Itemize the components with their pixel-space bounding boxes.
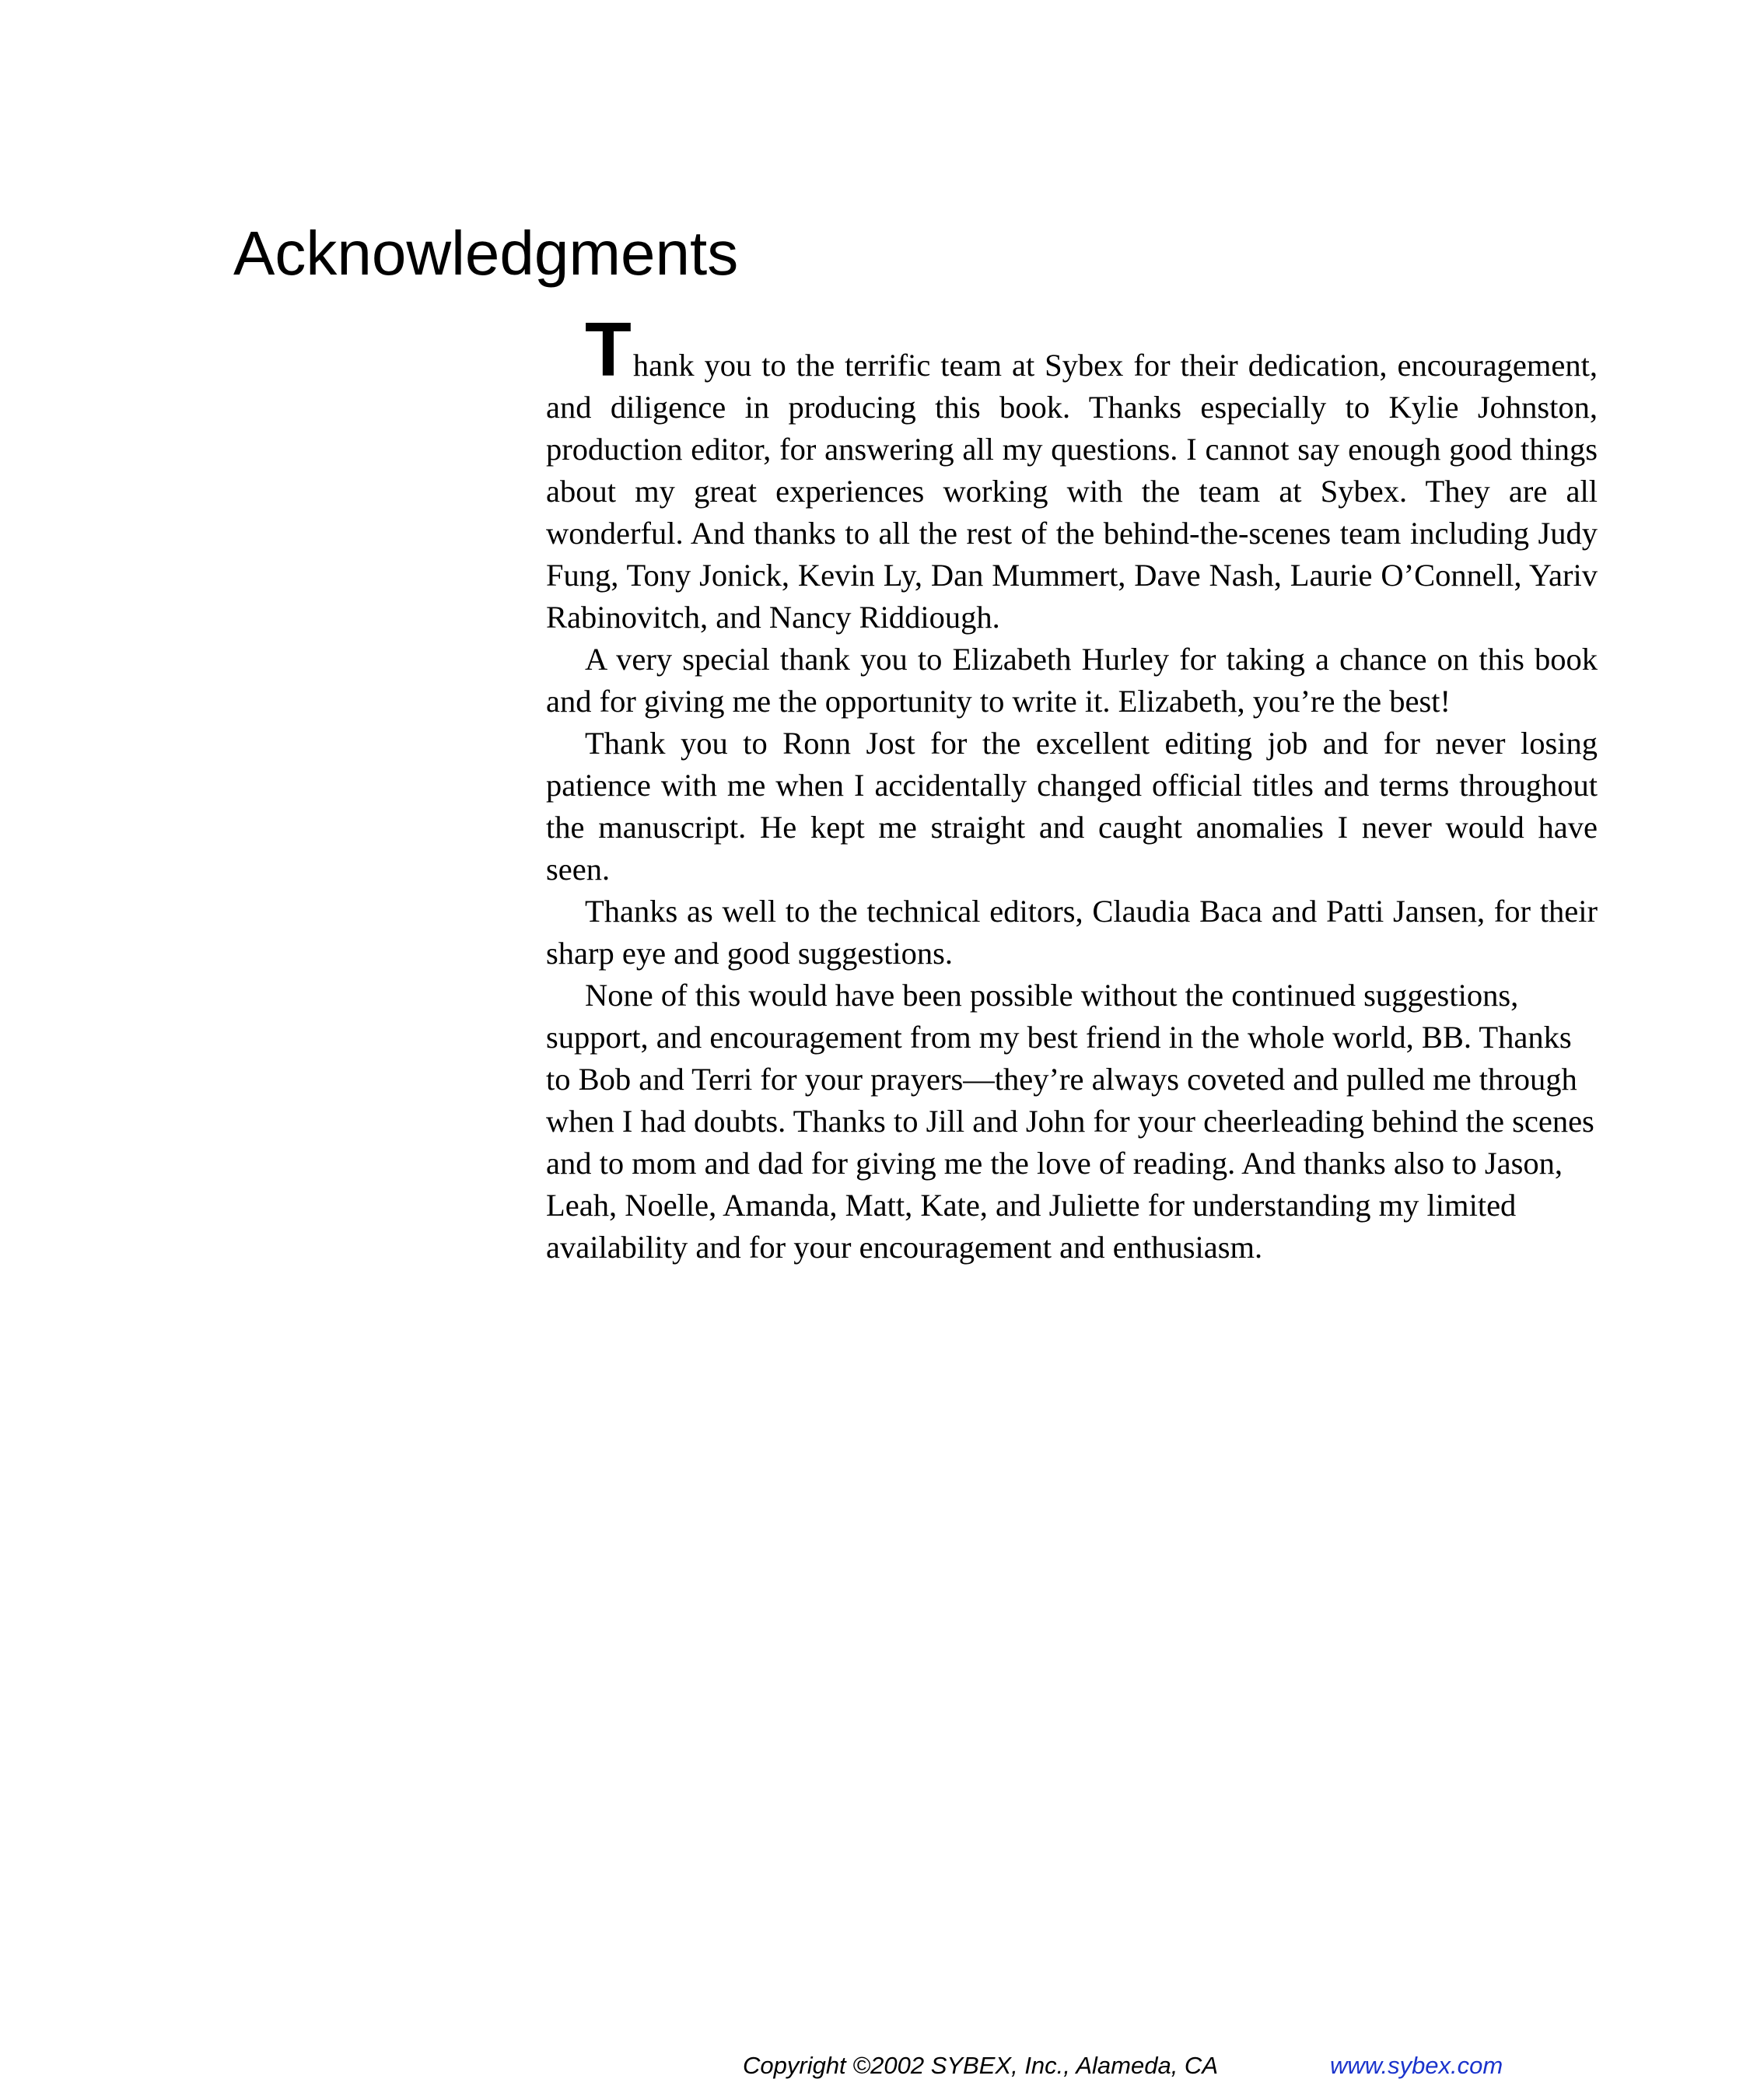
acknowledgments-body — [546, 306, 1598, 1269]
paragraph-1-text: hank you to the terrific team at Sybex for their dedication, encouragement, and diligence in producing this book. Thanks especially to Kylie Johnston, production editor, for answering all my questions. I cannot say enough good things about my great experiences working with the team at Sybex. They are all wonderful. And thanks to all the rest of the behind-the-scenes team including Judy Fung, Tony Jonick, Kevin Ly, Dan Mummert, Dave Nash, Laurie O’Connell, Yariv Rabinovitch, and Nancy Riddiough. — [546, 348, 1598, 635]
drop-cap: T — [585, 306, 633, 392]
sybex-website-link[interactable]: www.sybex.com — [1330, 2052, 1503, 2079]
page-title: Acknowledgments — [233, 219, 739, 288]
footer-copyright: Copyright ©2002 SYBEX, Inc., Alameda, CA — [743, 2052, 1218, 2079]
paragraph-1 — [546, 306, 1598, 639]
paragraph-5: None of this would have been possible without the continued suggestions, support, and encouragement from my best friend in the whole world, BB. Thanks to Bob and Terri for your prayers—they’re always coveted and pulled me through when I had doubts. Thanks to Jill and John for your cheerleading behind the scenes and to mom and dad for giving me the love of reading. And thanks also to Jason, Leah, Noelle, Amanda, Matt, Kate, and Juliette for understanding my limited availability and for your encouragement and enthusiasm. — [546, 978, 1594, 1265]
paragraph-3: Thank you to Ronn Jost for the excellent editing job and for never losing patience with me when I accidentally changed official titles and terms throughout the manuscript. He kept me straight and caught anomalies I never would have seen. — [546, 726, 1598, 887]
paragraph-2: A very special thank you to Elizabeth Hurley for taking a chance on this book and for giving me the opportunity to write it. Elizabeth, you’re the best! — [546, 642, 1598, 719]
paragraph-4: Thanks as well to the technical editors, Claudia Baca and Patti Jansen, for their sharp eye and good suggestions. — [546, 894, 1598, 971]
